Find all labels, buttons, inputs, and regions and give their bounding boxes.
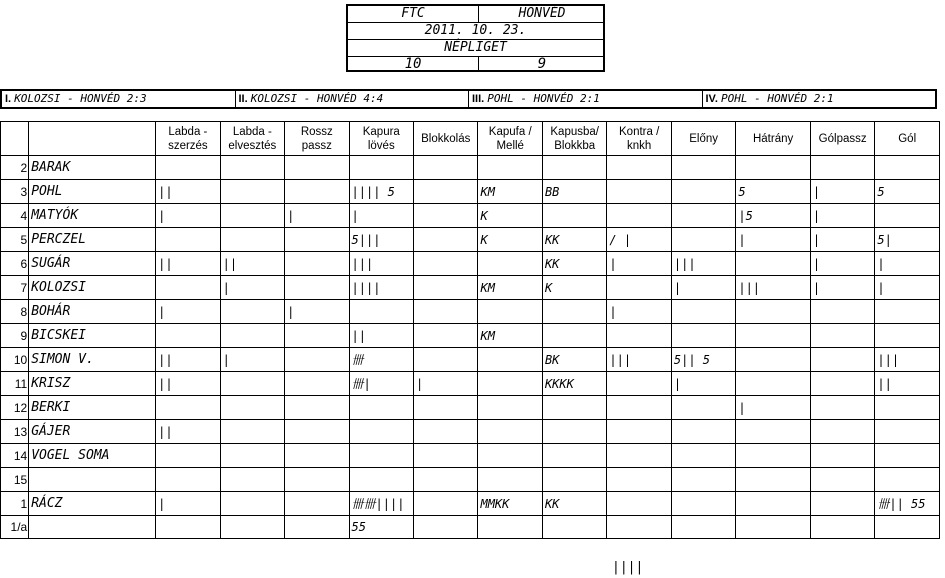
stat-cell: [478, 516, 542, 539]
stat-cell: [607, 276, 671, 300]
stat-cell: 5|| 5: [671, 348, 735, 372]
stat-cell: [414, 492, 478, 516]
table-body: [1, 156, 940, 539]
player-number: 10: [1, 348, 29, 372]
column-header: Előny: [671, 122, 735, 156]
period-number: IV.: [705, 93, 718, 105]
stat-cell: |: [156, 492, 220, 516]
stat-cell: [220, 228, 284, 252]
stat-cell: [810, 420, 874, 444]
stat-cell: |||: [349, 252, 413, 276]
stat-cell: [736, 156, 811, 180]
player-name: GÁJER: [29, 420, 156, 444]
table-row: [1, 228, 940, 252]
table-row: [1, 348, 940, 372]
stat-cell: [736, 492, 811, 516]
header-name: [29, 122, 156, 156]
stat-cell: [671, 468, 735, 492]
table-row: [1, 468, 940, 492]
stat-cell: ||: [156, 180, 220, 204]
stat-cell: [671, 156, 735, 180]
player-number: 2: [1, 156, 29, 180]
stat-cell: [810, 324, 874, 348]
stat-cell: [607, 444, 671, 468]
stat-cell: KKKK: [542, 372, 606, 396]
column-header: Kontra / knkh: [607, 122, 671, 156]
stat-cell: [478, 300, 542, 324]
stat-cell: [875, 204, 940, 228]
stat-cell: ||: [156, 372, 220, 396]
period-result: POHL - HONVÉD 2:1: [721, 92, 834, 105]
stat-cell: [285, 252, 349, 276]
stat-cell: [478, 156, 542, 180]
stat-cell: |||: [875, 348, 940, 372]
stat-cell: ||: [220, 252, 284, 276]
stat-cell: 5|: [875, 228, 940, 252]
stat-cell: |: [607, 252, 671, 276]
stat-cell: |: [607, 300, 671, 324]
stat-cell: [875, 300, 940, 324]
stat-cell: [542, 516, 606, 539]
stat-cell: [542, 204, 606, 228]
header-number: [1, 122, 29, 156]
stat-cell: [542, 300, 606, 324]
stat-cell: [607, 420, 671, 444]
player-number: 13: [1, 420, 29, 444]
stat-cell: [671, 300, 735, 324]
stat-cell: [607, 156, 671, 180]
match-date: 2011. 10. 23.: [348, 23, 603, 40]
stat-cell: |: [810, 204, 874, 228]
stat-cell: [414, 300, 478, 324]
table-row: [1, 252, 940, 276]
stat-cell: [349, 396, 413, 420]
stat-cell: [542, 444, 606, 468]
stat-cell: [671, 492, 735, 516]
stat-cell: |: [736, 228, 811, 252]
stat-cell: [810, 396, 874, 420]
stat-cell: [349, 444, 413, 468]
stat-cell: [220, 324, 284, 348]
period-results: [0, 89, 937, 109]
stat-cell: [220, 300, 284, 324]
stat-cell: [156, 276, 220, 300]
table-row: [1, 180, 940, 204]
stat-cell: [671, 180, 735, 204]
stat-cell: [220, 396, 284, 420]
player-number: 15: [1, 468, 29, 492]
stat-cell: [478, 396, 542, 420]
stat-cell: [285, 396, 349, 420]
stat-cell: |: [349, 204, 413, 228]
player-name: PERCZEL: [29, 228, 156, 252]
stat-cell: [671, 228, 735, 252]
stat-cell: [285, 324, 349, 348]
column-header: Kapusba/ Blokkba: [542, 122, 606, 156]
stat-cell: [414, 348, 478, 372]
stat-cell: [478, 420, 542, 444]
stat-cell: [607, 468, 671, 492]
stat-cell: |: [810, 228, 874, 252]
stat-cell: [810, 444, 874, 468]
stat-cell: [875, 444, 940, 468]
stat-cell: [736, 420, 811, 444]
stat-cell: [414, 228, 478, 252]
stat-cell: |: [220, 348, 284, 372]
stat-cell: 卌|| 55: [875, 492, 940, 516]
stat-cell: [810, 300, 874, 324]
column-header: Hátrány: [736, 122, 811, 156]
stat-cell: [285, 468, 349, 492]
stat-cell: [875, 156, 940, 180]
home-team: FTC: [348, 6, 479, 22]
stat-cell: |: [414, 372, 478, 396]
stat-cell: ||: [349, 324, 413, 348]
stat-cell: K: [478, 228, 542, 252]
player-number: 14: [1, 444, 29, 468]
stat-cell: |: [875, 252, 940, 276]
stat-cell: [285, 156, 349, 180]
stat-cell: [671, 204, 735, 228]
stat-cell: ||||: [349, 276, 413, 300]
player-number: 3: [1, 180, 29, 204]
stat-cell: KM: [478, 324, 542, 348]
stat-cell: 卌|: [349, 372, 413, 396]
stat-cell: [542, 420, 606, 444]
stat-cell: KM: [478, 276, 542, 300]
home-score: 10: [348, 57, 479, 72]
column-header: Gól: [875, 122, 940, 156]
stat-cell: [349, 468, 413, 492]
stat-cell: [542, 156, 606, 180]
stat-cell: [736, 252, 811, 276]
column-header: Blokkolás: [414, 122, 478, 156]
table-header-row: [1, 122, 940, 156]
table-row: [1, 492, 940, 516]
table-row: [1, 156, 940, 180]
stat-cell: [736, 516, 811, 539]
stat-cell: |: [810, 180, 874, 204]
stat-cell: [220, 492, 284, 516]
match-venue: NÉPLIGET: [348, 40, 603, 57]
away-score: [479, 57, 605, 72]
player-number: 9: [1, 324, 29, 348]
stat-cell: [607, 396, 671, 420]
period-2: [236, 91, 470, 107]
teams-row: [348, 6, 603, 23]
stat-cell: |: [875, 276, 940, 300]
stat-cell: [542, 468, 606, 492]
stat-cell: [607, 180, 671, 204]
stat-cell: [156, 468, 220, 492]
stat-cell: [875, 324, 940, 348]
stat-cell: [671, 516, 735, 539]
period-number: III.: [472, 93, 485, 105]
stat-cell: [810, 156, 874, 180]
column-header: Gólpassz: [810, 122, 874, 156]
stat-cell: [285, 492, 349, 516]
period-4: [703, 91, 936, 107]
player-name: KRISZ: [29, 372, 156, 396]
stat-cell: [478, 252, 542, 276]
table-row: [1, 204, 940, 228]
stat-cell: / |: [607, 228, 671, 252]
stat-cell: |: [671, 372, 735, 396]
stat-cell: ||: [156, 420, 220, 444]
stat-cell: [414, 180, 478, 204]
stat-cell: [671, 420, 735, 444]
player-name: BARAK: [29, 156, 156, 180]
table-row: [1, 516, 940, 539]
stat-cell: [156, 516, 220, 539]
stat-cell: [414, 396, 478, 420]
stat-cell: [285, 180, 349, 204]
stat-cell: ||: [875, 372, 940, 396]
stat-cell: [736, 348, 811, 372]
player-name: VOGEL SOMA: [29, 444, 156, 468]
player-number: 4: [1, 204, 29, 228]
table-row: [1, 372, 940, 396]
period-number: I.: [5, 93, 12, 105]
player-number: 1: [1, 492, 29, 516]
stat-cell: [285, 372, 349, 396]
table-row: [1, 276, 940, 300]
player-number: 6: [1, 252, 29, 276]
player-name: KOLOZSI: [29, 276, 156, 300]
player-number: 11: [1, 372, 29, 396]
stat-cell: [810, 492, 874, 516]
stat-cell: [414, 444, 478, 468]
stat-cell: |: [220, 276, 284, 300]
stat-cell: |||: [671, 252, 735, 276]
player-name: [29, 516, 156, 539]
stat-cell: [220, 516, 284, 539]
stat-cell: [220, 468, 284, 492]
stat-cell: [875, 468, 940, 492]
player-name: BOHÁR: [29, 300, 156, 324]
table-row: [1, 420, 940, 444]
stat-cell: [220, 156, 284, 180]
stat-cell: [671, 444, 735, 468]
stat-cell: [156, 228, 220, 252]
period-number: II.: [238, 93, 248, 105]
stat-cell: [810, 348, 874, 372]
away-score-value: 9: [537, 56, 547, 72]
player-name: [29, 468, 156, 492]
column-header: Kapura lövés: [349, 122, 413, 156]
stat-cell: [414, 324, 478, 348]
stat-cell: |5: [736, 204, 811, 228]
stat-cell: [736, 300, 811, 324]
period-1: [2, 91, 236, 107]
stat-cell: [414, 420, 478, 444]
stat-cell: [875, 396, 940, 420]
stat-cell: KK: [542, 252, 606, 276]
player-name: SIMON V.: [29, 348, 156, 372]
table-row: [1, 444, 940, 468]
stat-cell: BK: [542, 348, 606, 372]
stat-cell: 55: [349, 516, 413, 539]
stat-cell: [810, 372, 874, 396]
period-3: [469, 91, 703, 107]
stat-cell: [671, 324, 735, 348]
column-header: Kapufa / Mellé: [478, 122, 542, 156]
stat-cell: [220, 444, 284, 468]
stat-cell: [414, 252, 478, 276]
table-row: [1, 300, 940, 324]
stat-cell: [220, 204, 284, 228]
stat-cell: [607, 492, 671, 516]
stat-cell: [736, 468, 811, 492]
stat-cell: |: [285, 300, 349, 324]
column-header: Rossz passz: [285, 122, 349, 156]
player-name: BERKI: [29, 396, 156, 420]
stat-cell: [607, 324, 671, 348]
stat-cell: ||: [156, 348, 220, 372]
stat-cell: [285, 444, 349, 468]
stat-cell: [285, 348, 349, 372]
player-name: BICSKEI: [29, 324, 156, 348]
stat-cell: K: [542, 276, 606, 300]
stat-cell: [875, 420, 940, 444]
stat-cell: [736, 372, 811, 396]
stat-cell: [810, 468, 874, 492]
stat-cell: MMKK: [478, 492, 542, 516]
stat-cell: [220, 180, 284, 204]
stat-cell: [285, 420, 349, 444]
stat-cell: |: [810, 252, 874, 276]
stat-cell: KM: [478, 180, 542, 204]
stat-cell: [349, 300, 413, 324]
stat-cell: [478, 372, 542, 396]
stat-cell: [542, 396, 606, 420]
stat-cell: |||: [607, 348, 671, 372]
stat-cell: [285, 276, 349, 300]
stat-cell: [810, 516, 874, 539]
player-name: MATYÓK: [29, 204, 156, 228]
stat-cell: KK: [542, 228, 606, 252]
score-row: [348, 57, 603, 72]
stat-cell: [478, 468, 542, 492]
player-number: 12: [1, 396, 29, 420]
stat-cell: 5: [736, 180, 811, 204]
stat-cell: [414, 516, 478, 539]
stat-cell: 5: [875, 180, 940, 204]
stat-cell: [414, 156, 478, 180]
stat-cell: [349, 420, 413, 444]
stat-cell: [607, 372, 671, 396]
stat-cell: [414, 276, 478, 300]
stat-cell: [156, 396, 220, 420]
stat-cell: [478, 348, 542, 372]
stat-cell: |: [285, 204, 349, 228]
stat-cell: ||: [156, 252, 220, 276]
player-number: 7: [1, 276, 29, 300]
period-result: KOLOZSI - HONVÉD 2:3: [14, 92, 147, 105]
player-name: RÁCZ: [29, 492, 156, 516]
stat-cell: [156, 444, 220, 468]
footnote-tally: ||||: [612, 560, 644, 575]
stat-cell: [542, 324, 606, 348]
match-header: [346, 4, 605, 72]
stat-cell: |||: [736, 276, 811, 300]
stat-cell: 5|||: [349, 228, 413, 252]
stat-cell: 卌卌||||: [349, 492, 413, 516]
player-name: SUGÁR: [29, 252, 156, 276]
stat-cell: K: [478, 204, 542, 228]
player-stats-table: [0, 121, 940, 539]
stat-cell: [220, 372, 284, 396]
stat-cell: [607, 204, 671, 228]
stat-cell: 卌: [349, 348, 413, 372]
stat-cell: [736, 444, 811, 468]
stat-cell: |||| 5: [349, 180, 413, 204]
column-header: Labda - elvesztés: [220, 122, 284, 156]
stat-cell: |: [671, 276, 735, 300]
stat-cell: |: [156, 300, 220, 324]
stat-cell: [671, 396, 735, 420]
table-row: [1, 324, 940, 348]
table-row: [1, 396, 940, 420]
stat-cell: |: [736, 396, 811, 420]
stat-cell: [875, 516, 940, 539]
player-number: 8: [1, 300, 29, 324]
away-team: HONVÉD: [518, 6, 566, 21]
player-name: POHL: [29, 180, 156, 204]
period-result: POHL - HONVÉD 2:1: [487, 92, 600, 105]
stat-cell: [156, 324, 220, 348]
stat-cell: [414, 468, 478, 492]
stat-cell: [607, 516, 671, 539]
stat-cell: [156, 156, 220, 180]
stat-cell: [220, 420, 284, 444]
stat-cell: BB: [542, 180, 606, 204]
stat-cell: |: [810, 276, 874, 300]
period-result: KOLOZSI - HONVÉD 4:4: [250, 92, 384, 105]
stat-cell: [414, 204, 478, 228]
stat-cell: [349, 156, 413, 180]
stat-cell: KK: [542, 492, 606, 516]
stat-cell: [285, 228, 349, 252]
stat-cell: [285, 516, 349, 539]
player-number: 5: [1, 228, 29, 252]
player-number: 1/a: [1, 516, 29, 539]
stat-cell: |: [156, 204, 220, 228]
stat-cell: [736, 324, 811, 348]
stat-cell: [478, 444, 542, 468]
column-header: Labda - szerzés: [156, 122, 220, 156]
